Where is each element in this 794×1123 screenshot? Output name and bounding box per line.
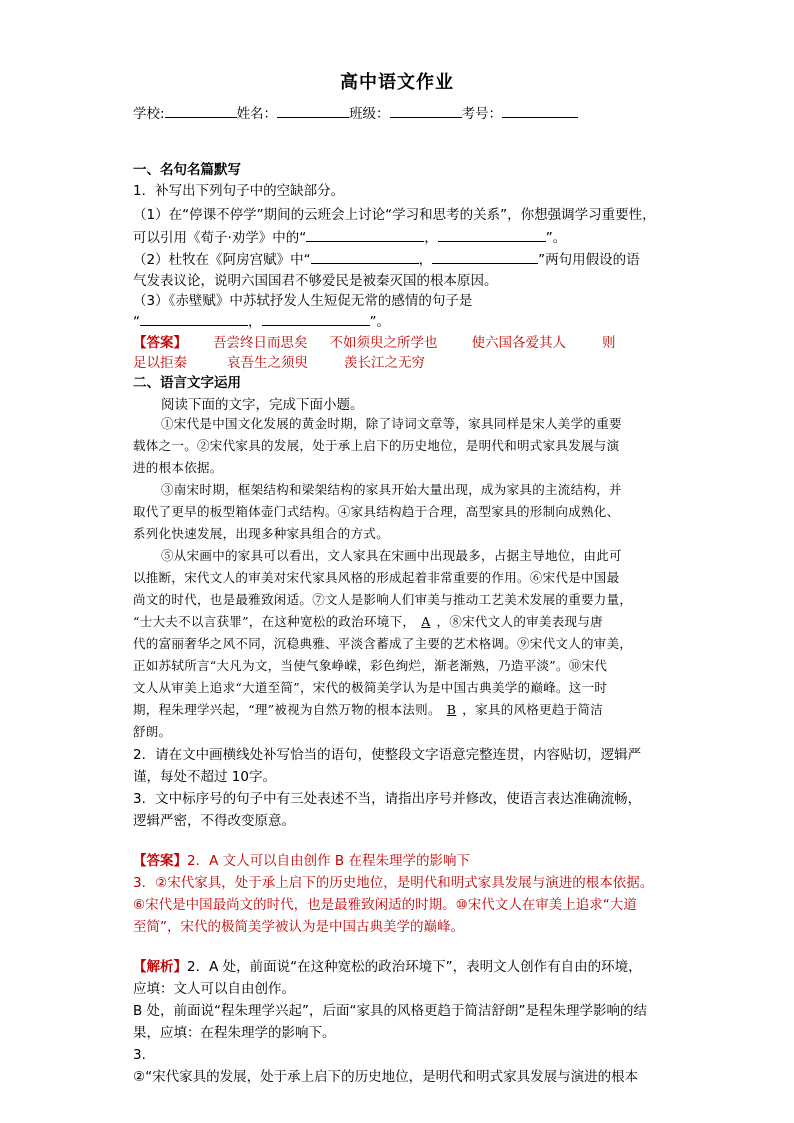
student-info-line [133, 102, 578, 122]
analysis-line4: 果，应填：在程朱理学的影响下。 [133, 1025, 336, 1041]
answer-blank[interactable] [432, 249, 538, 264]
section1-answer-line2: 足以拒秦 哀吾生之须臾 羡长江之无穷 [133, 355, 425, 371]
section2-heading: 二、语言文字运用 [133, 375, 241, 391]
answer-blank[interactable] [262, 311, 370, 326]
section2-answer-line4: 至简”，宋代的极简美学被认为是中国古典美学的巅峰。 [133, 919, 464, 935]
class-blank[interactable] [390, 103, 462, 118]
passage-line: 舒朗。 [133, 724, 172, 739]
passage-line: 进的根本依据。 [133, 460, 223, 475]
answer-blank[interactable] [438, 227, 546, 242]
name-blank[interactable] [277, 103, 349, 118]
name-label: 姓名： [236, 106, 278, 122]
passage-line: 系列化快速发展，出现多种家具组合的方式。 [133, 526, 390, 541]
question-1-2-line1: （2）杜牧在《阿房宫赋》中“ ， ”两句用假设的语 [133, 249, 640, 270]
analysis-line3: B 处，前面说“程朱理学兴起”，后面“家具的风格更趋于简洁舒朗”是程朱理学影响的结 [133, 1003, 648, 1019]
passage-line: ①宋代是中国文化发展的黄金时期，除了诗词文章等，家具同样是宋人美学的重要 [161, 416, 622, 431]
section1-heading: 一、名句名篇默写 [133, 162, 241, 178]
analysis-line2: 应填：文人可以自由创作。 [133, 981, 295, 997]
question-1-3-line1: （3）《赤壁赋》中苏轼抒发人生短促无常的感情的句子是 [133, 293, 473, 309]
section2-answer-line1: 【答案】2．A 文人可以自由创作 B 在程朱理学的影响下 [133, 853, 470, 869]
analysis-line5: 3． [133, 1047, 156, 1063]
school-blank[interactable] [165, 103, 237, 118]
question-1-2-line2: 气发表议论，说明六国国君不够爱民是被秦灭国的根本原因。 [133, 273, 498, 289]
school-label: 学校: [133, 106, 165, 122]
answer-blank[interactable] [140, 311, 248, 326]
blank-b[interactable]: B [446, 702, 457, 717]
blank-a[interactable]: A [421, 614, 431, 629]
section2-answer-line3: ⑥宋代是中国最尚文的时代，也是最雅致闲适的时期。⑩宋代文人在审美上追求“大道 [133, 897, 637, 913]
answer-blank[interactable] [311, 249, 419, 264]
reading-intro: 阅读下面的文字，完成下面小题。 [161, 397, 364, 413]
section1-answer-line1: 【答案】 吾尝终日而思矣 不如须臾之所学也 使六国各爱其人 则 [133, 335, 616, 351]
question-1-1-line2: 可以引用《荀子·劝学》中的“ ， ”。 [133, 227, 566, 248]
passage-line-with-blank-a: “士大夫不以言获罪”，在这种宽松的政治环境下， A ，⑧宋代文人的审美表现与唐 [133, 614, 603, 629]
passage-line: ③南宋时期，框架结构和梁架结构的家具开始大量出现，成为家具的主流结构，并 [161, 482, 622, 497]
exam-no-label: 考号： [461, 106, 503, 122]
answer-label: 【答案】 [133, 335, 187, 351]
analysis-label: 【解析】 [133, 959, 187, 975]
answer-blank[interactable] [306, 227, 424, 242]
answer-label: 【答案】 [133, 853, 187, 869]
exam-no-blank[interactable] [502, 103, 578, 118]
passage-line: 尚文的时代，也是最雅致闲适。⑦文人是影响人们审美与推动工艺美术发展的重要力量， [133, 592, 633, 607]
page-title: 高中语文作业 [340, 72, 454, 93]
passage-line: 文人从审美上追求“大道至简”，宋代的极简美学认为是中国古典美学的巅峰。这一时 [133, 680, 608, 695]
passage-line: 代的富丽奢华之风不同，沉稳典雅、平淡含蓄成了主要的艺术格调。⑨宋代文人的审美， [133, 636, 633, 651]
passage-line: 取代了更早的板型箱体壶门式结构。④家具结构趋于合理，高型家具的形制向成熟化、 [133, 504, 620, 519]
question-1: 1．补写出下列句子中的空缺部分。 [133, 183, 345, 199]
question-2-line2: 谨，每处不超过 10字。 [133, 769, 276, 785]
question-1-1-line1: （1）在“停课不停学”期间的云班会上讨论“学习和思考的关系”，你想强调学习重要性， [133, 207, 656, 223]
analysis-line6: ②“宋代家具的发展，处于承上启下的历史地位，是明代和明式家具发展与演进的根本 [133, 1069, 639, 1085]
passage-line-with-blank-b: 期，程朱理学兴起，“理”被视为自然万物的根本法则。 B ，家具的风格更趋于简洁 [133, 702, 604, 717]
passage-line: 正如苏轼所言“大凡为文，当使气象峥嵘，彩色绚烂，渐老渐熟，乃造平淡”。⑩宋代 [133, 658, 608, 673]
section2-answer-line2: 3．②宋代家具，处于承上启下的历史地位，是明代和明式家具发展与演进的根本依据。 [133, 875, 654, 891]
question-3-line2: 逻辑严密，不得改变原意。 [133, 813, 295, 829]
passage-line: 以推断，宋代文人的审美对宋代家具风格的形成起着非常重要的作用。⑥宋代是中国最 [133, 570, 620, 585]
question-2-line1: 2．请在文中画横线处补写恰当的语句，使整段文字语意完整连贯，内容贴切，逻辑严 [133, 747, 642, 763]
passage-line: ⑤从宋画中的家具可以看出，文人家具在宋画中出现最多，占据主导地位，由此可 [161, 548, 622, 563]
passage-line: 载体之一。②宋代家具的发展，处于承上启下的历史地位，是明代和明式家具发展与演 [133, 438, 620, 453]
question-3-line1: 3．文中标序号的句子中有三处表述不当，请指出序号并修改，使语言表达准确流畅， [133, 791, 642, 807]
analysis-line1: 【解析】2．A 处，前面说“在这种宽松的政治环境下”，表明文人创作有自由的环境， [133, 959, 642, 975]
question-1-3-line2: “ ， ”。 [133, 311, 390, 332]
class-label: 班级： [349, 106, 390, 122]
